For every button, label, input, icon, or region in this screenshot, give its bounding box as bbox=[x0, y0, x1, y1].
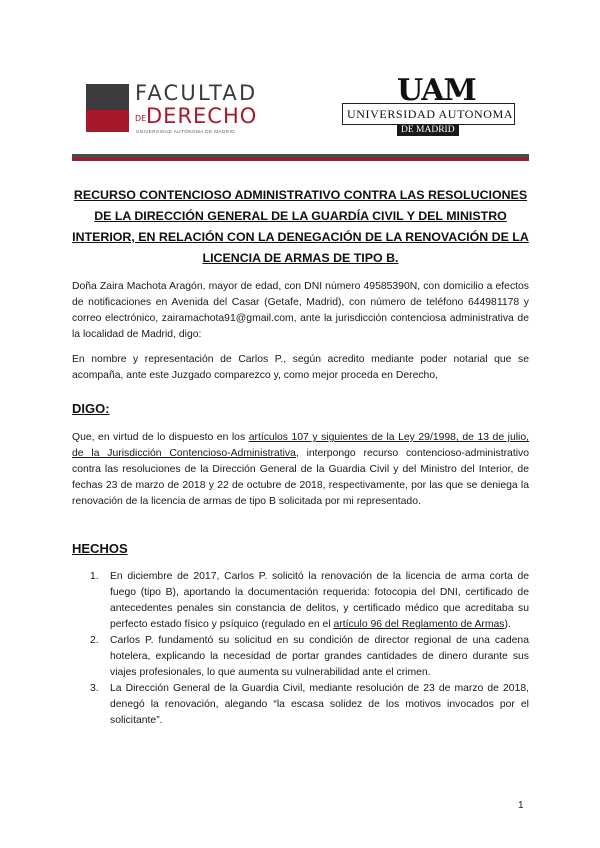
facultad-logo-mark bbox=[86, 84, 129, 132]
digo-text-before: Que, en virtud de lo dispuesto en los bbox=[72, 432, 249, 443]
facultad-logo-line1: FACULTAD bbox=[135, 81, 258, 105]
hechos-heading: HECHOS bbox=[72, 541, 128, 556]
document-title: RECURSO CONTENCIOSO ADMINISTRATIVO CONTRA LAS RESOLUCIONES DE LA DIRECCIÓN GENERAL DE LA GUARDÍA CIVIL Y DEL MINISTRO INTERIOR, EN RELACIÓN CON LA DENEGACIÓN DE LA RENOVACIÓN DE LA LICENCIA DE ARMAS DE TIPO B. bbox=[72, 188, 529, 265]
list-item-text: Carlos P. fundamentó su solicitud en su condición de director regional de una cadena hotelera, explicando la necesidad de portar grandes cantidades de dinero durante sus viajes profesionales, lo que aumenta su vulnerabilidad ante el crimen. bbox=[110, 635, 529, 678]
header-rule-red bbox=[72, 158, 529, 161]
digo-paragraph bbox=[72, 430, 529, 510]
facultad-logo-subtitle: UNIVERSIDAD AUTÓNOMA DE MADRID bbox=[136, 129, 236, 134]
reglamento-reference-link: artículo 96 del Reglamento de Armas bbox=[333, 619, 505, 630]
list-item bbox=[72, 633, 529, 681]
list-item-text-after: ). bbox=[504, 619, 511, 630]
uam-logo-name: UNIVERSIDAD AUTONOMA bbox=[347, 107, 514, 121]
list-item-number: 3. bbox=[90, 683, 99, 694]
intro-paragraph: Doña Zaira Machota Aragón, mayor de edad, con DNI número 49585390N, con domicilio a efectos de notificaciones en Avenida del Casar (Getafe, Madrid), con número de teléfono 644981178 y correo electrónico, zairamachota91@gmail.com, ante la jurisdicción contenciosa administrativa de la localidad de Madrid, digo: bbox=[72, 281, 529, 340]
list-item bbox=[72, 681, 529, 729]
facultad-logo-line2 bbox=[135, 104, 257, 128]
representation-paragraph: En nombre y representación de Carlos P., según acredito mediante poder notarial que se acompaña, ante este Juzgado comparezco y, como mejor proceda en Derecho, bbox=[72, 354, 529, 381]
digo-text-after: , interpongo recurso contencioso-administrativo contra las resoluciones de la Dirección General de la Guardia Civil y del Ministro del Interior, de fechas 23 de marzo de 2018 y 22 de octubre de 2018, respectivamente, por las que se deniega la renovación de la licencia de armas de tipo B solicitada por mi representado. bbox=[72, 448, 529, 507]
facultad-derecho-logo bbox=[86, 81, 261, 134]
list-item-text: La Dirección General de la Guardia Civil, mediante resolución de 23 de marzo de 2018, denegó la renovación, alegando “la escasa solidez de los motivos invocados por el solicitante”. bbox=[110, 683, 529, 726]
digo-heading: DIGO: bbox=[72, 401, 110, 416]
page-number: 1 bbox=[518, 800, 524, 811]
facultad-logo-derecho: DERECHO bbox=[146, 104, 258, 128]
hechos-list bbox=[72, 569, 529, 729]
list-item-number: 2. bbox=[90, 635, 99, 646]
ley-reference-link: artículos 107 y siguientes de la Ley 29/1998, de 13 de julio, de la Jurisdicción Contencioso-Administrativa bbox=[72, 432, 529, 459]
uam-logo-letters: UAM bbox=[397, 73, 476, 108]
uam-logo-city: DE MADRID bbox=[397, 124, 459, 136]
list-item-text: En diciembre de 2017, Carlos P. solicitó la renovación de la licencia de arma corta de fuego (tipo B), aportando la documentación requerida: fotocopia del DNI, certificado de antecedentes penales sin constancia de delitos, y certificado médico que acreditaba su perfecto estado físico y psíquico (regulado en el bbox=[110, 571, 529, 630]
facultad-logo-de: DE bbox=[135, 114, 147, 123]
list-item-number: 1. bbox=[90, 571, 99, 582]
list-item bbox=[72, 569, 529, 633]
uam-logo-box bbox=[342, 103, 515, 125]
uam-logo bbox=[342, 73, 517, 139]
